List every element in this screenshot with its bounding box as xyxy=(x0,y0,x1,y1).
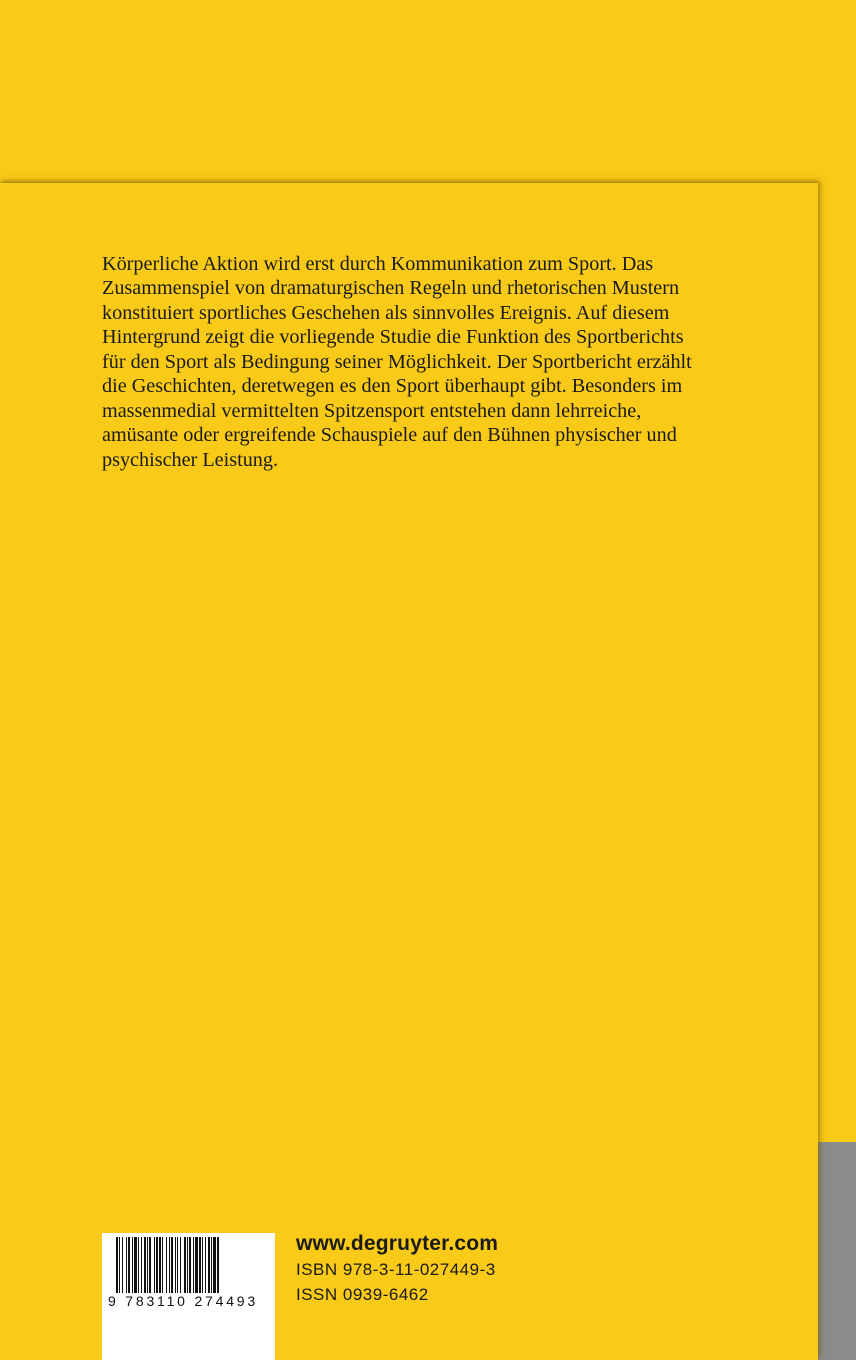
barcode-bar xyxy=(116,1237,118,1293)
barcode-bar xyxy=(175,1237,176,1293)
barcode-bar xyxy=(147,1237,148,1293)
barcode-bar xyxy=(199,1237,201,1293)
barcode-bar xyxy=(162,1237,163,1293)
barcode-bar xyxy=(195,1237,198,1293)
barcode-bar xyxy=(149,1237,151,1293)
blurb-line: die Geschichten, deretwegen es den Sport überhaupt gibt. Besonders im xyxy=(102,375,683,398)
barcode-bar xyxy=(126,1237,127,1293)
barcode-bar xyxy=(211,1237,212,1293)
blurb-line: für den Sport als Bedingung seiner Möglichkeit. Der Sportbericht erzählt xyxy=(102,350,692,373)
barcode-bar xyxy=(189,1237,191,1293)
back-cover-blurb xyxy=(102,252,742,472)
barcode-bar xyxy=(141,1237,142,1293)
barcode-bar xyxy=(132,1237,133,1293)
publisher-website[interactable]: www.degruyter.com xyxy=(296,1232,499,1255)
issn-number: ISSN 0939-6462 xyxy=(296,1285,429,1304)
blurb-line: psychischer Leistung. xyxy=(102,448,279,471)
blurb-line: Hintergrund zeigt die vorliegende Studie die Funktion des Sportberichts xyxy=(102,326,684,349)
spine-strip xyxy=(818,1142,856,1360)
barcode-bar xyxy=(184,1237,186,1293)
barcode-bar xyxy=(166,1237,167,1293)
blurb-line: massenmedial vermittelten Spitzensport entstehen dann lehrreiche, xyxy=(102,399,642,422)
barcode-bar xyxy=(138,1237,139,1293)
isbn-number: ISBN 978-3-11-027449-3 xyxy=(296,1260,496,1279)
barcode-bar xyxy=(154,1237,155,1293)
barcode-bar xyxy=(213,1237,216,1293)
barcode-bar xyxy=(122,1237,123,1293)
blurb-line: amüsante oder ergreifende Schauspiele auf den Bühnen physischer und xyxy=(102,424,677,447)
barcode-bar xyxy=(177,1237,178,1293)
barcode-bar xyxy=(180,1237,181,1293)
isbn-barcode xyxy=(102,1233,275,1360)
barcode-bar xyxy=(169,1237,170,1293)
barcode-bar xyxy=(119,1237,120,1293)
barcode-bar xyxy=(193,1237,194,1293)
barcode-bar xyxy=(187,1237,188,1293)
barcode-bar xyxy=(156,1237,158,1293)
barcode-digits: 9 783110 274493 xyxy=(108,1293,258,1309)
blurb-line: Zusammenspiel von dramaturgischen Regeln und rhetorischen Mustern xyxy=(102,277,680,300)
barcode-bar xyxy=(171,1237,173,1293)
barcode-bar xyxy=(217,1237,219,1293)
publisher-info xyxy=(296,1231,498,1307)
barcode-bar xyxy=(128,1237,130,1293)
barcode-bar xyxy=(159,1237,161,1293)
barcode-bar xyxy=(144,1237,146,1293)
barcode-bar xyxy=(134,1237,137,1293)
barcode-bar xyxy=(208,1237,210,1293)
blurb-line: Körperliche Aktion wird erst durch Kommunikation zum Sport. Das xyxy=(102,253,654,275)
barcode-bar xyxy=(205,1237,206,1293)
barcode-bar xyxy=(202,1237,203,1293)
blurb-line: konstituiert sportliches Geschehen als sinnvolles Ereignis. Auf diesem xyxy=(102,301,670,324)
